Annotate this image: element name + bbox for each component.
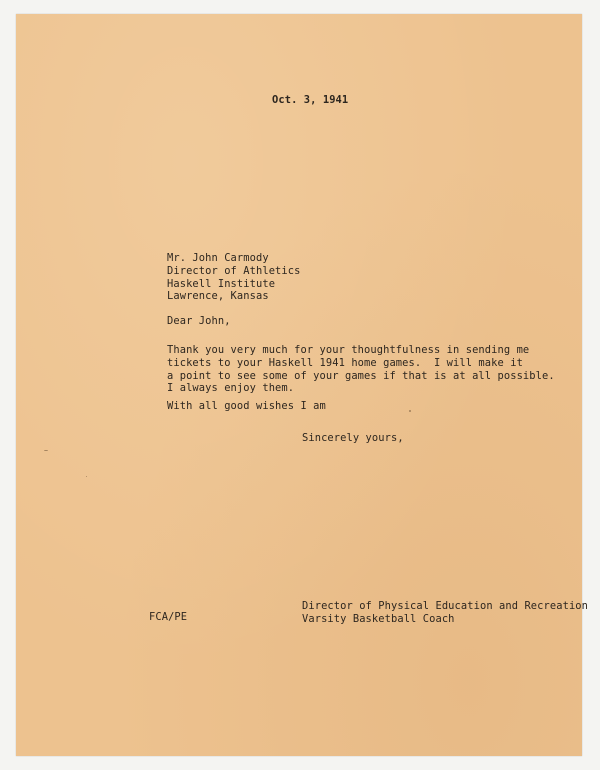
recipient-name: Mr. John Carmody <box>167 252 269 264</box>
signoff: Sincerely yours, <box>302 432 404 444</box>
closing-line: With all good wishes I am <box>167 400 326 412</box>
recipient-address <box>167 252 300 303</box>
body-line: a point to see some of your games if that is at all possible. <box>167 369 555 382</box>
reference-initials: FCA/PE <box>149 611 188 623</box>
recipient-city: Lawrence, Kansas <box>167 290 269 303</box>
letter-body <box>167 344 555 395</box>
paper-speck <box>44 450 48 451</box>
recipient-organization: Haskell Institute <box>167 277 276 290</box>
paper-speck <box>86 476 87 477</box>
body-line: Thank you very much for your thoughtfulness in sending me <box>167 344 530 356</box>
letter-sheet <box>16 14 589 756</box>
body-line: I always enjoy them. <box>167 382 295 395</box>
salutation: Dear John, <box>167 315 231 327</box>
paper-speck <box>409 410 411 412</box>
letter-date: Oct. 3, 1941 <box>272 94 349 106</box>
body-line: tickets to your Haskell 1941 home games. I will make it <box>167 356 523 369</box>
recipient-title: Director of Athletics <box>167 264 301 277</box>
signer-title-line: Director of Physical Education and Recreation <box>302 600 589 612</box>
signer-titles <box>302 600 588 626</box>
signer-title-line: Varsity Basketball Coach <box>302 612 455 625</box>
